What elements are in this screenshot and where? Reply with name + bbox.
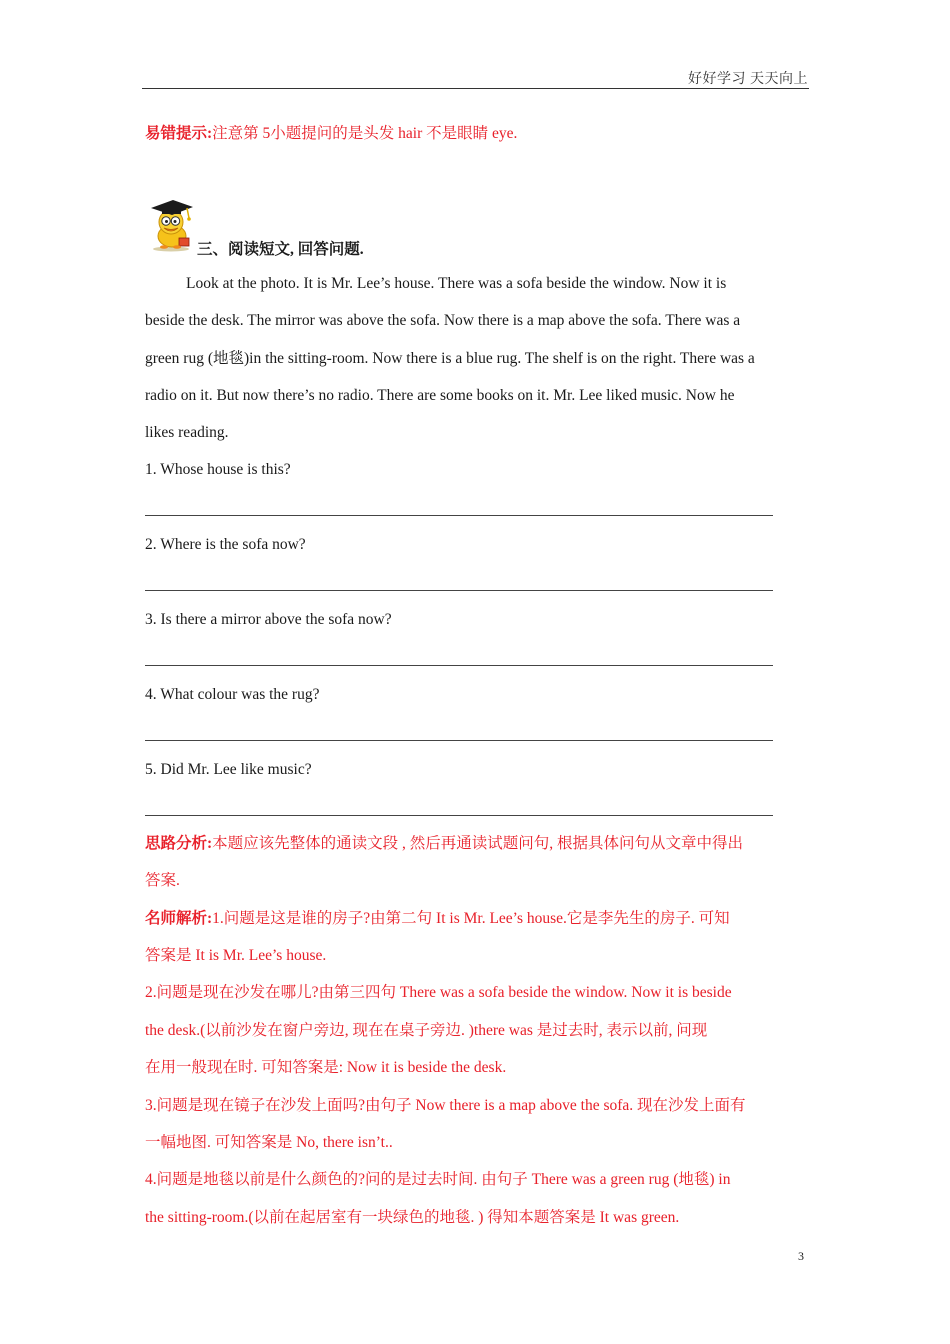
analysis-line-2: 答案. — [145, 872, 180, 889]
explanation-line-6: 3.问题是现在镜子在沙发上面吗?由句子 Now there is a map above the sofa. 现在沙发上面有 — [145, 1097, 746, 1114]
answer-line-2[interactable] — [145, 590, 773, 591]
passage-line-1: Look at the photo. It is Mr. Lee’s house. There was a sofa beside the window. Now it is — [186, 275, 727, 292]
graduate-duck-icon — [145, 196, 197, 252]
explanation-line-1 — [145, 909, 730, 929]
explanation-line-8: 4.问题是地毯以前是什么颜色的?问的是过去时间. 由句子 There was a green rug (地毯) in — [145, 1171, 731, 1188]
explanation-line-9: the sitting-room.(以前在起居室有一块绿色的地毯. ) 得知本题答案是 It was green. — [145, 1209, 680, 1226]
explanation-line-2: 答案是 It is Mr. Lee’s house. — [145, 947, 327, 964]
explanation-line-7: 一幅地图. 可知答案是 No, there isn’t.. — [145, 1134, 393, 1151]
question-2: 2. Where is the sofa now? — [145, 536, 306, 553]
hint-label: 易错提示: — [145, 125, 213, 142]
question-5: 5. Did Mr. Lee like music? — [145, 761, 312, 778]
question-1: 1. Whose house is this? — [145, 461, 291, 478]
header-divider — [142, 88, 809, 89]
header-slogan: 好好学习 天天向上 — [688, 72, 808, 87]
answer-line-1[interactable] — [145, 515, 773, 516]
explanation-text-1: 1.问题是这是谁的房子?由第二句 It is Mr. Lee’s house.它是李先生的房子. 可知 — [212, 910, 730, 927]
explanation-line-5: 在用一般现在时. 可知答案是: Now it is beside the desk. — [145, 1059, 507, 1076]
answer-line-5[interactable] — [145, 815, 773, 816]
explanation-label: 名师解析: — [145, 910, 213, 927]
section-title: 三、阅读短文, 回答问题. — [197, 241, 364, 258]
explanation-line-3: 2.问题是现在沙发在哪儿?由第三四句 There was a sofa beside the window. Now it is beside — [145, 984, 732, 1001]
answer-line-3[interactable] — [145, 665, 773, 666]
analysis-label: 思路分析: — [145, 835, 213, 852]
passage-line-3: green rug (地毯)in the sitting-room. Now there is a blue rug. The shelf is on the right. There was a — [145, 350, 755, 367]
passage-line-5: likes reading. — [145, 424, 229, 441]
passage-line-4: radio on it. But now there’s no radio. There are some books on it. Mr. Lee liked music. Now he — [145, 387, 735, 404]
question-3: 3. Is there a mirror above the sofa now? — [145, 611, 392, 628]
question-4: 4. What colour was the rug? — [145, 686, 320, 703]
answer-line-4[interactable] — [145, 740, 773, 741]
explanation-line-4: the desk.(以前沙发在窗户旁边, 现在在桌子旁边. )there was 是过去时, 表示以前, 问现 — [145, 1022, 708, 1039]
hint-line — [145, 124, 517, 144]
analysis-text-1: 本题应该先整体的通读文段 , 然后再通读试题问句, 根据具体问句从文章中得出 — [212, 835, 744, 852]
hint-text: 注意第 5小题提问的是头发 hair 不是眼睛 eye. — [212, 125, 518, 142]
analysis-line-1 — [145, 834, 743, 854]
passage-line-2: beside the desk. The mirror was above the sofa. Now there is a map above the sofa. There was a — [145, 312, 741, 329]
page-number: 3 — [798, 1249, 804, 1263]
